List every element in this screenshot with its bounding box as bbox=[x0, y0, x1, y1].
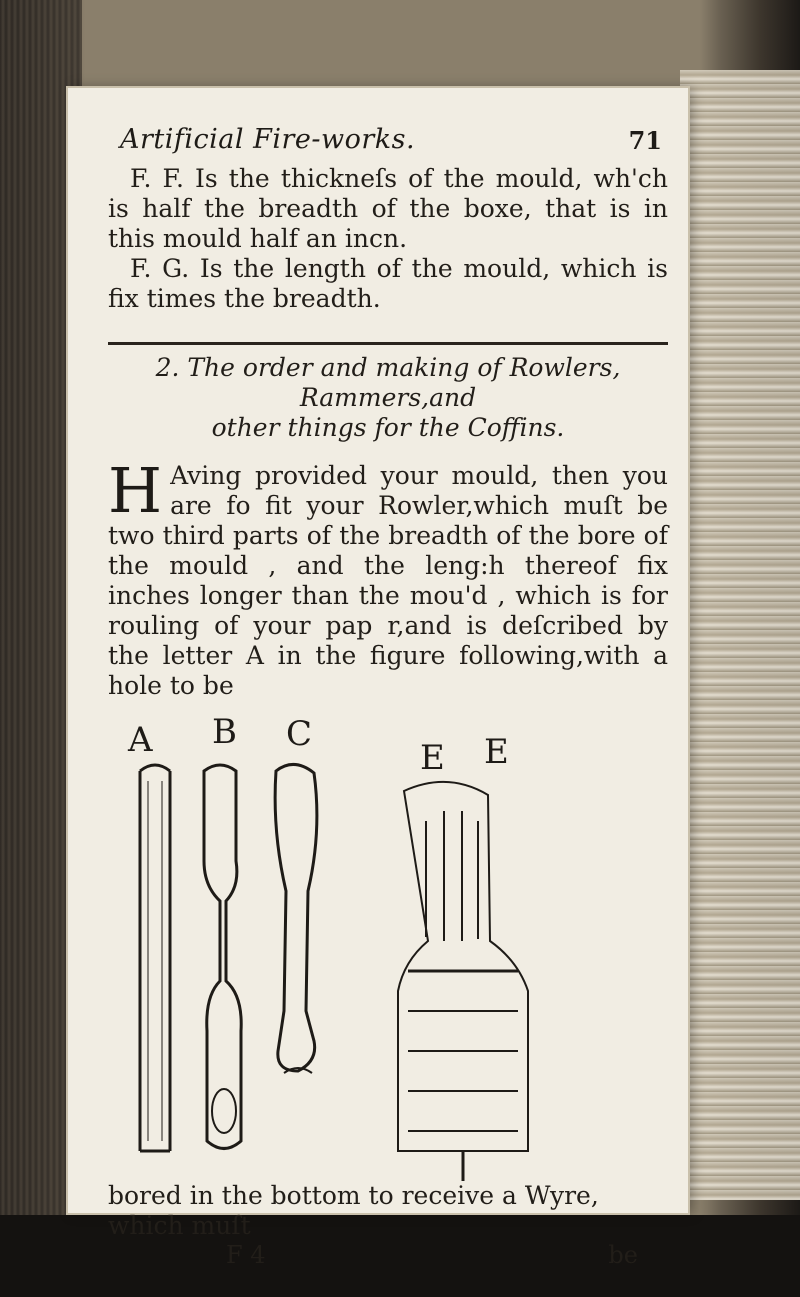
section-heading-line-1: 2. The order and making of Rowlers, Rammers,and bbox=[155, 353, 621, 412]
drop-cap: H bbox=[108, 454, 163, 527]
figure-label-c: C bbox=[286, 714, 313, 754]
rowler-rod bbox=[140, 765, 170, 1151]
rammer-c bbox=[275, 764, 317, 1073]
figure-engraving bbox=[108, 711, 668, 1181]
figure-label-e-left: E bbox=[420, 738, 445, 778]
page-stack-edge bbox=[680, 70, 800, 1200]
figure-label-b: B bbox=[212, 712, 237, 752]
caption-line: bored in the bottom to receive a Wyre, which muſt bbox=[108, 1181, 599, 1240]
signature-mark: F 4 bbox=[226, 1241, 266, 1269]
coffin-mould bbox=[398, 782, 528, 1181]
page-content bbox=[108, 124, 668, 1271]
rammer-b bbox=[204, 765, 241, 1149]
page-number: 71 bbox=[628, 126, 662, 155]
paragraph-ff: F. F. Is the thickneſs of the mould, wh'ch is half the breadth of the boxe, that is in this mould half an incn. bbox=[108, 164, 668, 253]
section-rule bbox=[108, 342, 668, 345]
figure-label-e-right: E bbox=[484, 732, 509, 772]
paragraph-fg: F. G. Is the length of the mould, which is fix times the breadth. bbox=[108, 254, 668, 313]
figure-label-a: A bbox=[128, 720, 153, 760]
figure-illustration bbox=[108, 711, 668, 1181]
book-page bbox=[68, 88, 688, 1269]
page-header bbox=[108, 124, 668, 164]
signature-line bbox=[108, 1241, 668, 1271]
body-text: Aving provided your mould, then you are fo fit your Rowler,which muſt be two third parts of the breadth of the bore of the mould , and the leng:h thereof fix inches longer than the mou'd , which is for rouling of your pap r,and is deſcribed by the letter A in the figure following,with a hole to be bbox=[108, 461, 668, 700]
section-heading-line-2: other things for the Coffins. bbox=[211, 413, 565, 442]
catchword: be bbox=[608, 1241, 638, 1269]
body-paragraph bbox=[108, 454, 668, 701]
running-title: Artificial Fire-works. bbox=[120, 124, 416, 155]
